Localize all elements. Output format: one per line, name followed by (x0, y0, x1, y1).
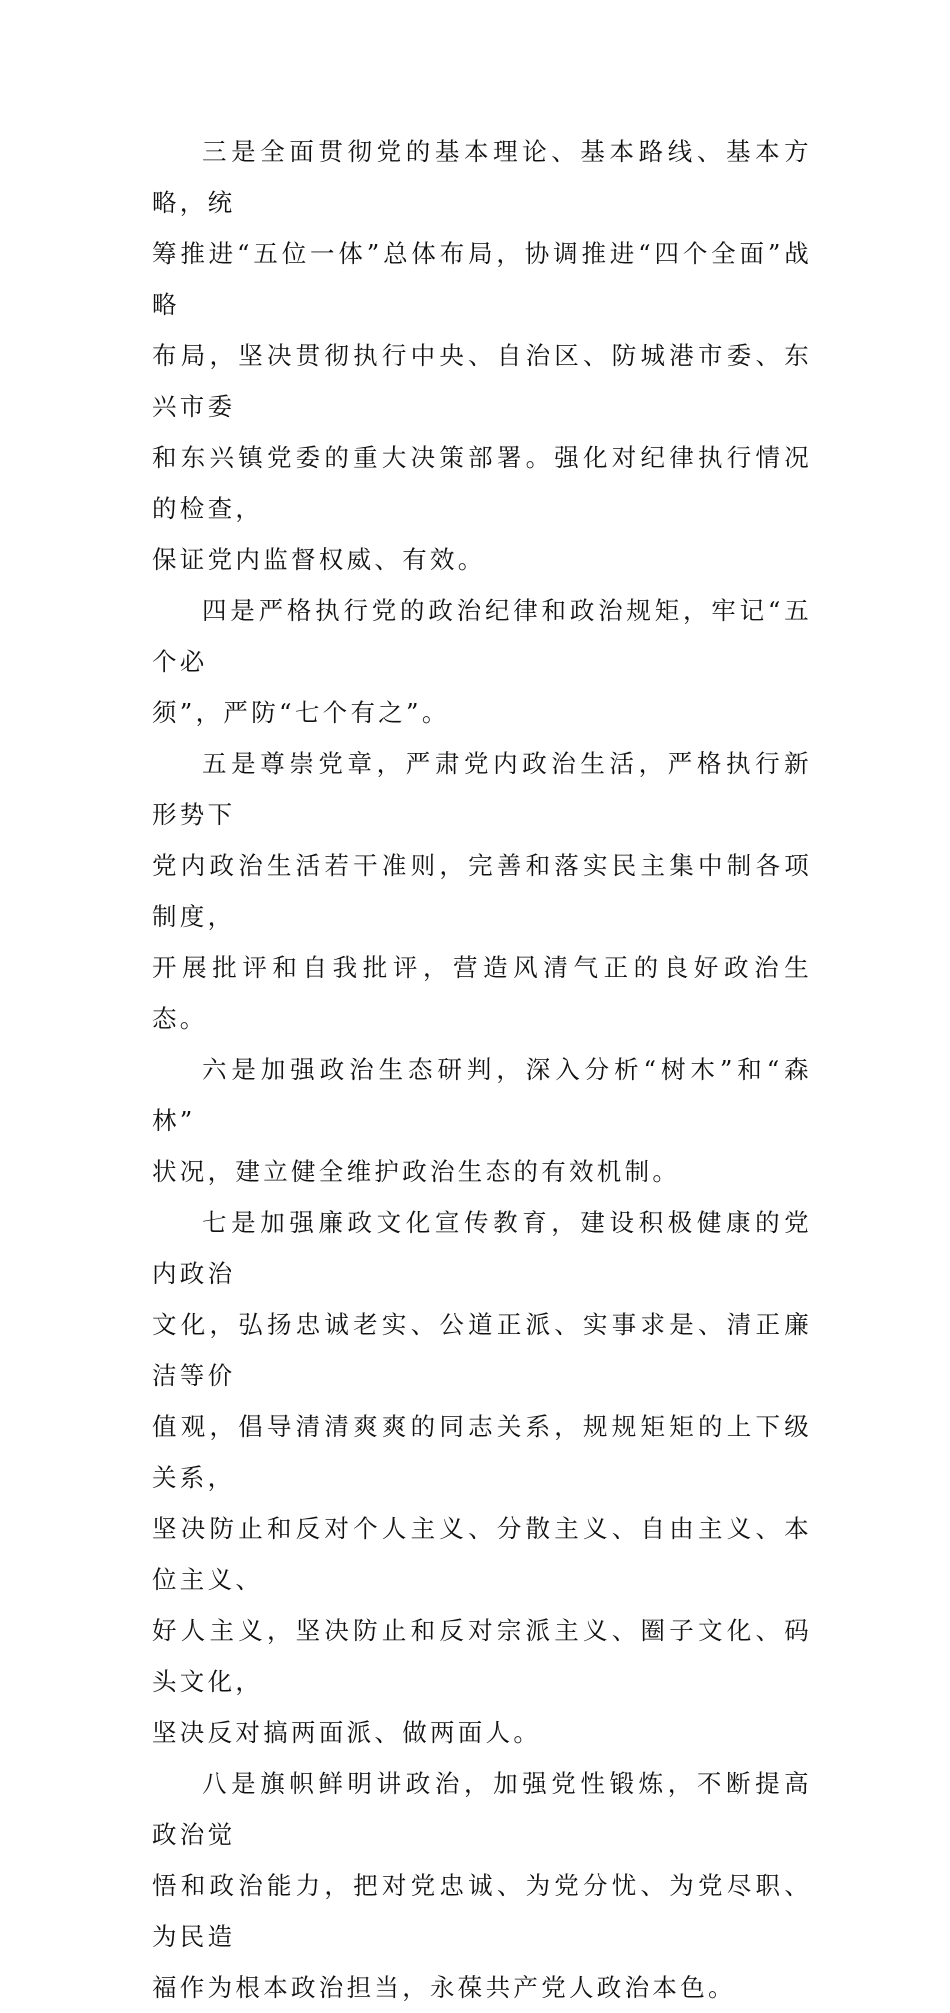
text-line: 八是旗帜鲜明讲政治，加强党性锻炼，不断提高政治觉 (152, 1769, 812, 1849)
text-line: 值观，倡导清清爽爽的同志关系，规规矩矩的上下级关系， (152, 1412, 812, 1492)
text-line: 状况，建立健全维护政治生态的有效机制。 (152, 1157, 681, 1186)
text-line: 须”，严防“七个有之”。 (152, 698, 450, 727)
text-line: 筹推进“五位一体”总体布局，协调推进“四个全面”战略 (152, 239, 812, 319)
text-line: 开展批评和自我批评，营造风清气正的良好政治生态。 (152, 953, 812, 1033)
text-line: 四是严格执行党的政治纪律和政治规矩，牢记“五个必 (152, 596, 812, 676)
text-line: 五是尊崇党章，严肃党内政治生活，严格执行新形势下 (152, 749, 812, 829)
paragraph-3 (152, 126, 812, 585)
text-line: 坚决反对搞两面派、做两面人。 (152, 1718, 542, 1747)
text-line: 党内政治生活若干准则，完善和落实民主集中制各项制度， (152, 851, 812, 931)
paragraph-7 (152, 1197, 812, 1758)
text-line: 福作为根本政治担当，永葆共产党人政治本色。 (152, 1973, 736, 2002)
paragraph-4 (152, 585, 812, 738)
text-line: 和东兴镇党委的重大决策部署。强化对纪律执行情况的检查， (152, 443, 812, 523)
paragraph-8 (152, 1758, 812, 2013)
text-line: 六是加强政治生态研判，深入分析“树木”和“森林” (152, 1055, 812, 1135)
text-line: 七是加强廉政文化宣传教育，建设积极健康的党内政治 (152, 1208, 812, 1288)
text-line: 文化，弘扬忠诚老实、公道正派、实事求是、清正廉洁等价 (152, 1310, 812, 1390)
document-body (152, 126, 812, 2013)
text-line: 布局，坚决贯彻执行中央、自治区、防城港市委、东兴市委 (152, 341, 812, 421)
text-line: 保证党内监督权威、有效。 (152, 545, 486, 574)
text-line: 三是全面贯彻党的基本理论、基本路线、基本方略，统 (152, 137, 812, 217)
paragraph-5 (152, 738, 812, 1044)
paragraph-6 (152, 1044, 812, 1197)
text-line: 好人主义，坚决防止和反对宗派主义、圈子文化、码头文化， (152, 1616, 812, 1696)
text-line: 悟和政治能力，把对党忠诚、为党分忧、为党尽职、为民造 (152, 1871, 812, 1951)
text-line: 坚决防止和反对个人主义、分散主义、自由主义、本位主义、 (152, 1514, 812, 1594)
